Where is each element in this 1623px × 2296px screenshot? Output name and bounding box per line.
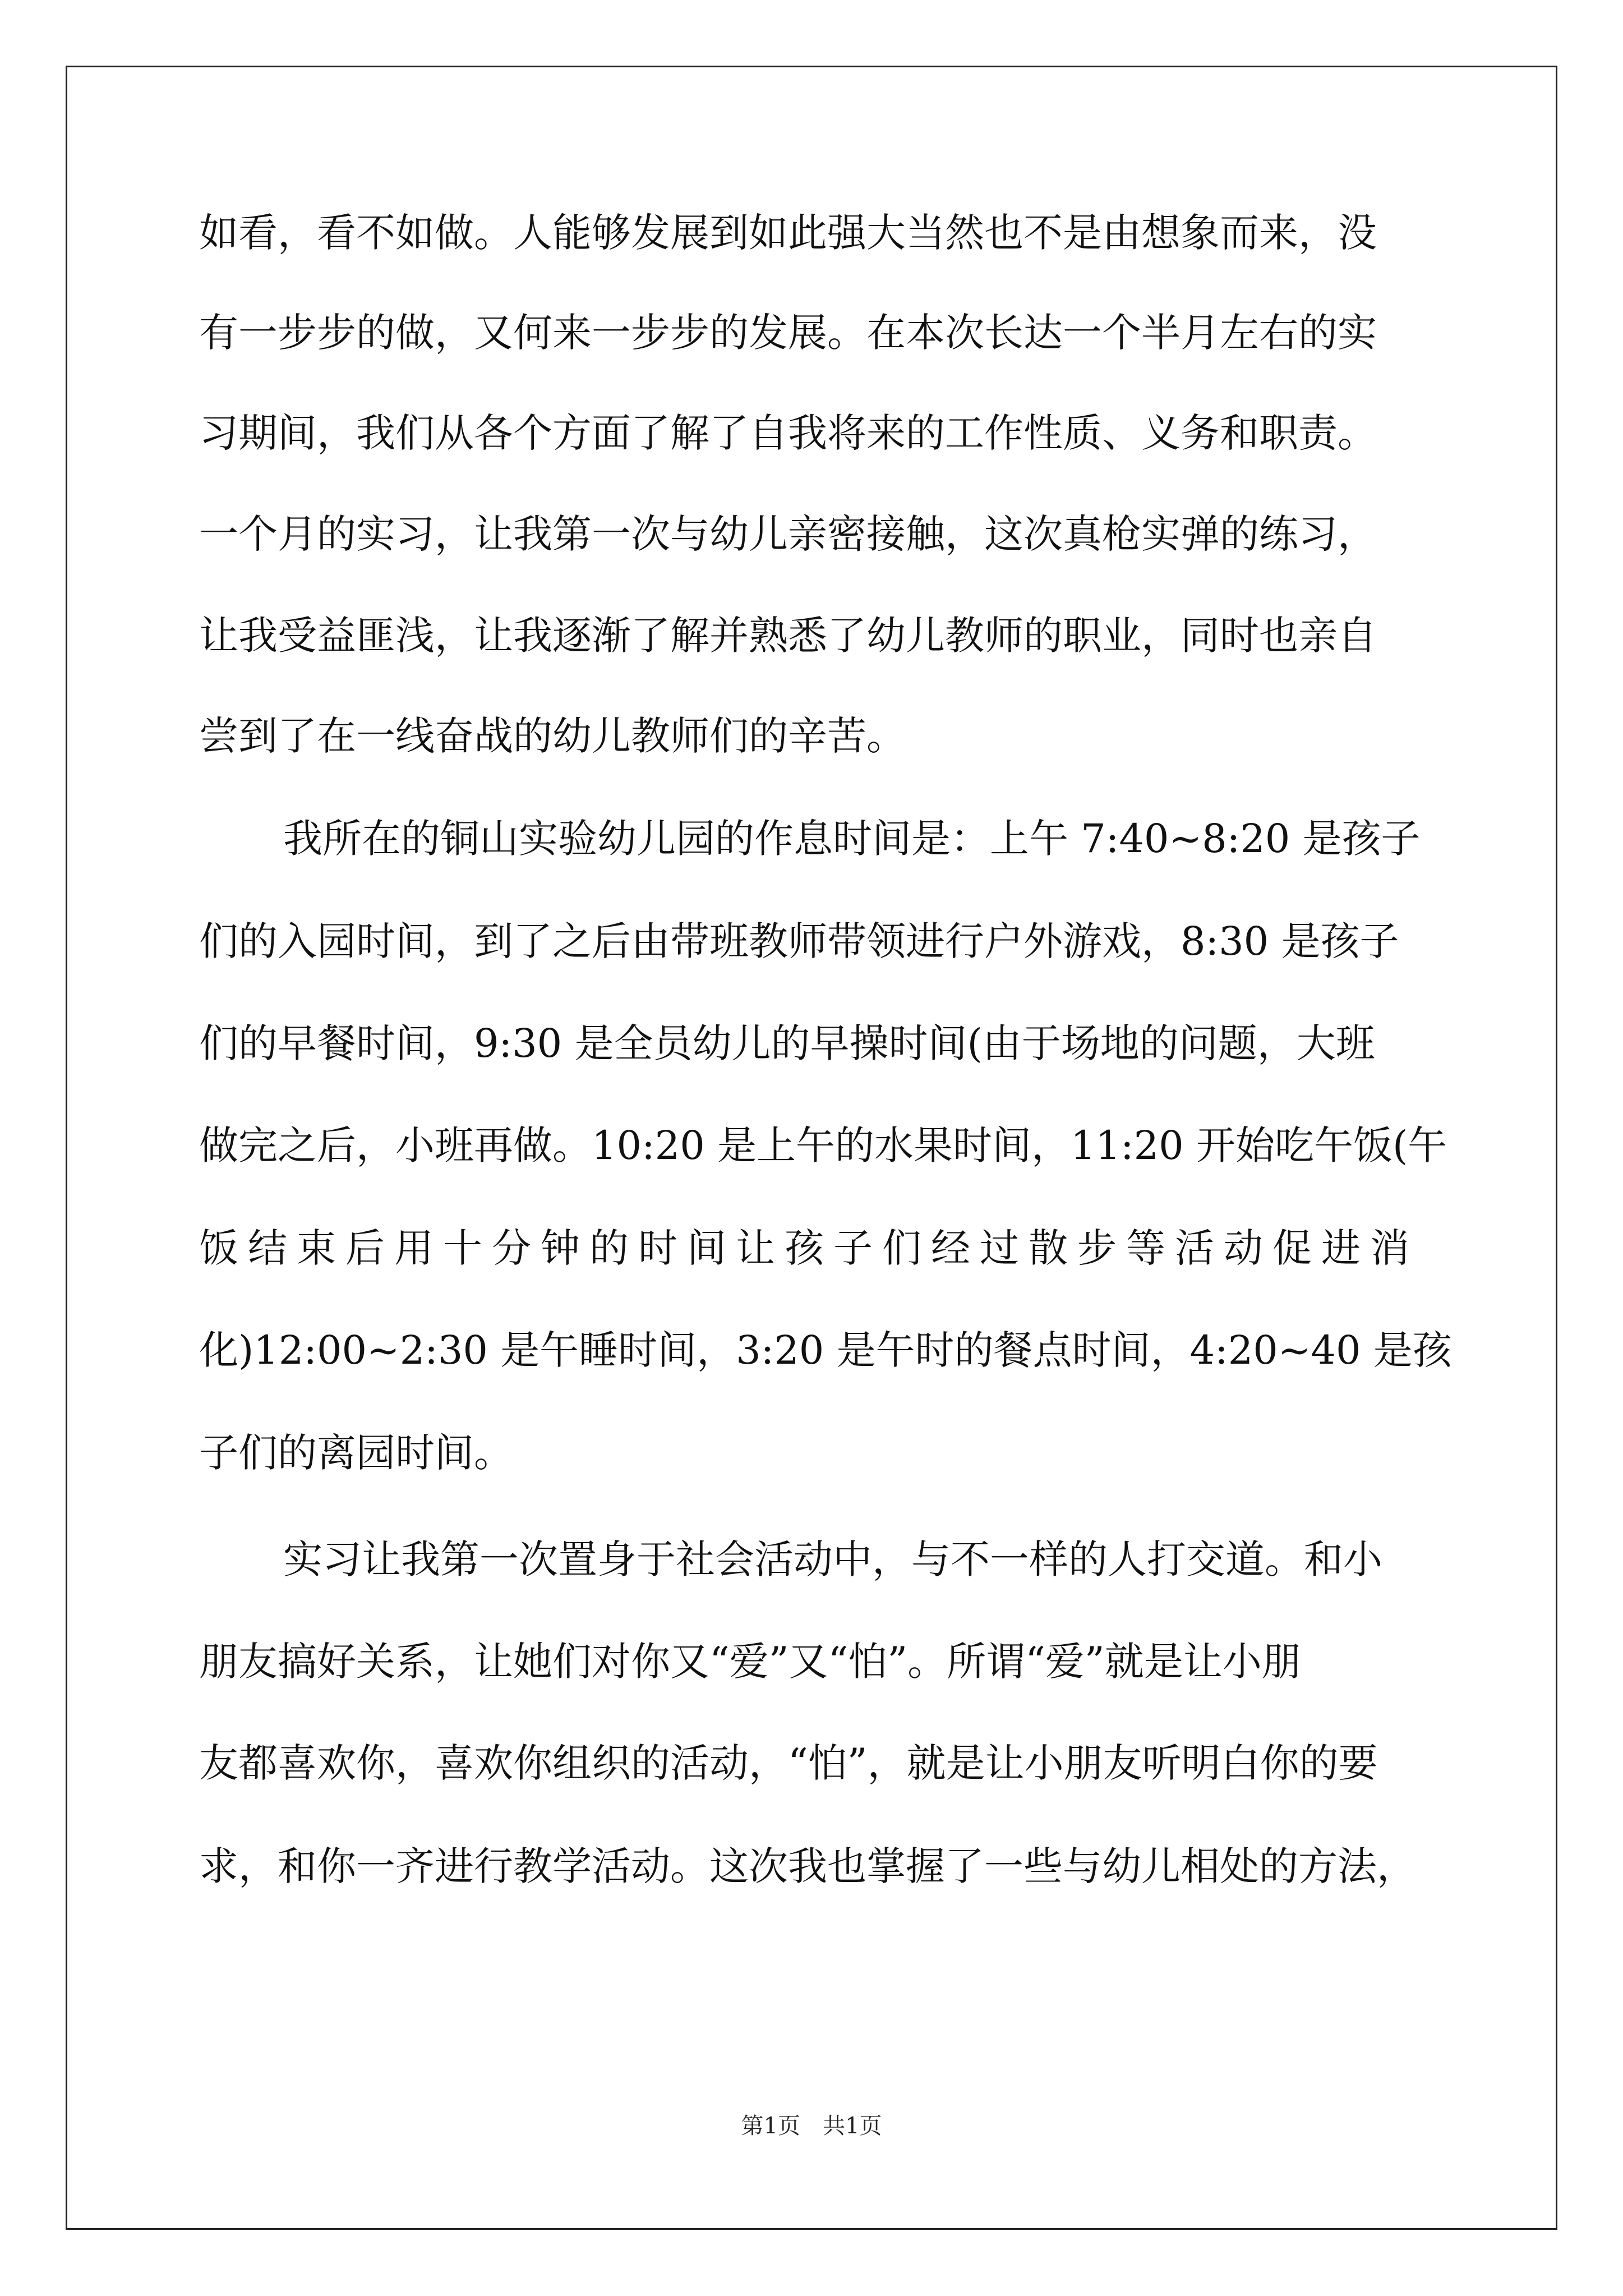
text-line: 一个月的实习，让我第一次与幼儿亲密接触，这次真枪实弹的练习， — [199, 511, 1377, 557]
text-line: 做完之后，小班再做。10:20 是上午的水果时间，11:20 开始吃午饭(午 — [199, 1122, 1447, 1168]
text-line: 化)12:00~2:30 是午睡时间，3:20 是午时的餐点时间，4:20~40 是孩 — [199, 1327, 1452, 1373]
text-line: 让我受益匪浅，让我逐渐了解并熟悉了幼儿教师的职业，同时也亲自 — [199, 613, 1377, 659]
text-line: 子们的离园时间。 — [199, 1430, 513, 1476]
text-line: 有一步步的做，又何来一步步的发展。在本次长达一个半月左右的实 — [199, 310, 1377, 356]
text-line: 友都喜欢你，喜欢你组织的活动，“怕”，就是让小朋友听明白你的要 — [199, 1740, 1378, 1786]
text-line: 饭结束后用十分钟的时间让孩子们经过散步等活动促进消 — [199, 1225, 1419, 1271]
text-line: 习期间，我们从各个方面了解了自我将来的工作性质、义务和职责。 — [199, 410, 1377, 456]
text-line: 尝到了在一线奋战的幼儿教师们的辛苦。 — [199, 713, 906, 759]
text-line: 求，和你一齐进行教学活动。这次我也掌握了一些与幼儿相处的方法， — [199, 1843, 1416, 1889]
paragraph-first-line: 我所在的铜山实验幼儿园的作息时间是：上午 7:40~8:20 是孩子 — [283, 816, 1421, 862]
text-line: 们的入园时间，到了之后由带班教师带领进行户外游戏，8:30 是孩子 — [199, 918, 1399, 964]
text-line: 朋友搞好关系，让她们对你又“爱”又“怕”。所谓“爱”就是让小朋 — [199, 1639, 1301, 1685]
page-number-footer: 第1页 共1页 — [741, 2113, 882, 2139]
text-line: 如看，看不如做。人能够发展到如此强大当然也不是由想象而来，没 — [199, 210, 1377, 256]
paragraph-first-line: 实习让我第一次置身于社会活动中，与不一样的人打交道。和小 — [283, 1536, 1382, 1582]
text-line: 们的早餐时间，9:30 是全员幼儿的早操时间(由于场地的问题，大班 — [199, 1020, 1375, 1066]
